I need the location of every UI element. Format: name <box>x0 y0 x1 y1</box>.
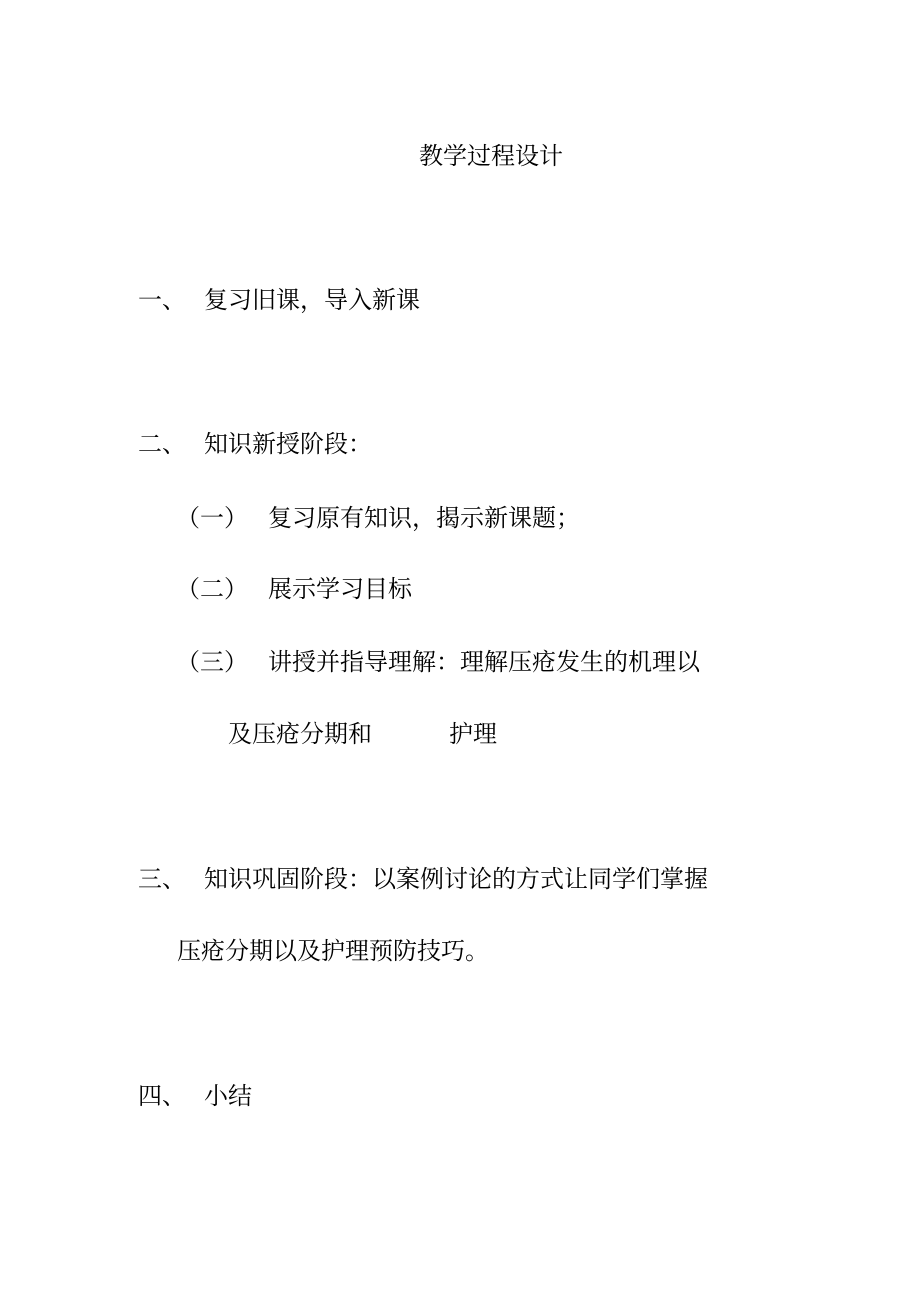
section-number: 四、 <box>138 1082 186 1110</box>
continuation-text: 压疮分期以及护理预防技巧。 <box>177 937 489 965</box>
section-3 <box>0 864 920 894</box>
section-text: 知识新授阶段： <box>204 430 372 458</box>
page-title: 教学过程设计 <box>419 142 563 170</box>
section-3-continuation <box>0 936 920 966</box>
section-text: 知识巩固阶段：以案例讨论的方式让同学们掌握 <box>204 865 708 893</box>
section-number: 二、 <box>138 430 186 458</box>
subsection-2 <box>0 574 920 604</box>
subsection-3 <box>0 647 920 677</box>
section-number: 一、 <box>138 286 186 314</box>
section-2 <box>0 429 920 459</box>
continuation-text: 护理 <box>449 720 497 748</box>
subsection-number: （一） <box>176 504 248 532</box>
subsection-1 <box>0 503 920 533</box>
subsection-3-continuation <box>0 719 920 749</box>
subsection-text: 讲授并指导理解：理解压疮发生的机理以 <box>268 648 700 676</box>
section-1 <box>0 285 920 315</box>
subsection-text: 展示学习目标 <box>268 575 412 603</box>
subsection-number: （三） <box>176 648 248 676</box>
section-text: 复习旧课，导入新课 <box>204 286 420 314</box>
subsection-number: （二） <box>176 575 248 603</box>
section-number: 三、 <box>138 865 186 893</box>
continuation-text: 及压疮分期和 <box>228 720 372 748</box>
subsection-text: 复习原有知识，揭示新课题； <box>268 504 580 532</box>
section-text: 小结 <box>204 1082 252 1110</box>
section-4 <box>0 1081 920 1111</box>
